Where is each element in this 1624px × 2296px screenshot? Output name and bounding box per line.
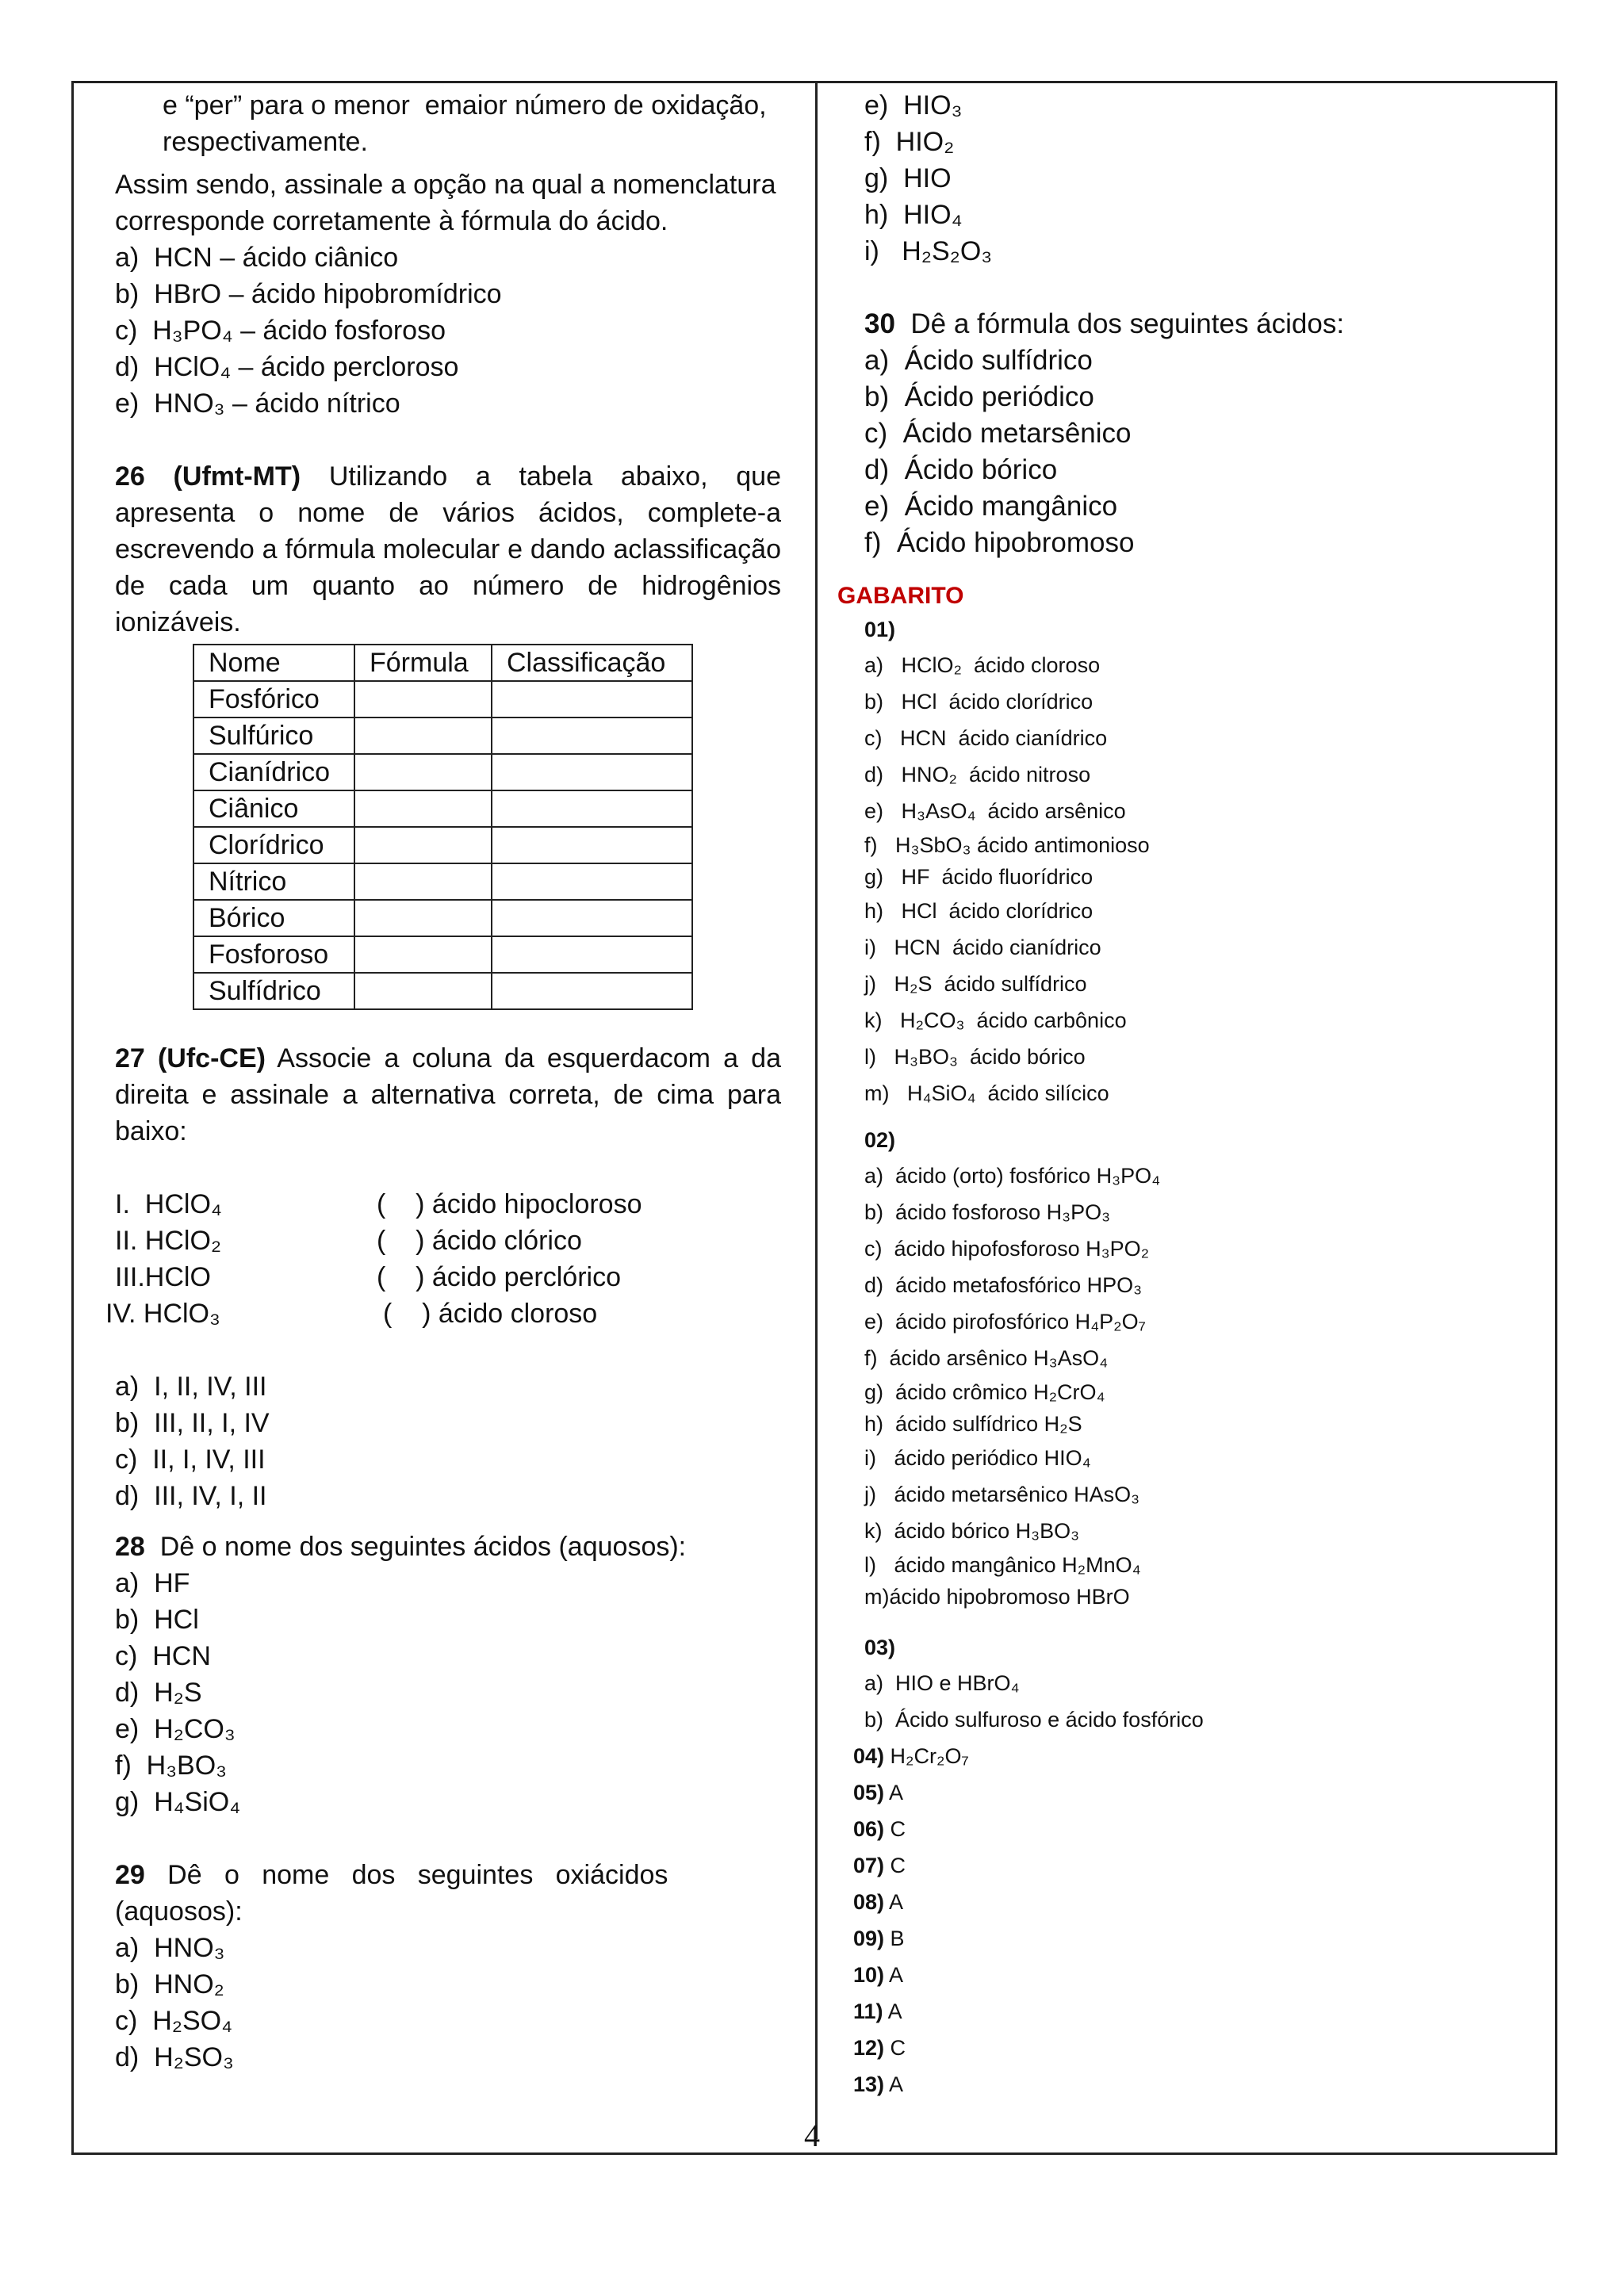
name-item: ( ) ácido clórico bbox=[377, 1226, 582, 1256]
q28-label: 28 bbox=[115, 1532, 145, 1562]
answer-item: a) ácido (orto) fosfórico H₃PO₄ bbox=[864, 1164, 1161, 1188]
answer-item: c) ácido hipofosforoso H₃PO₂ bbox=[864, 1237, 1150, 1261]
answer-item: h) HCl ácido clorídrico bbox=[864, 899, 1094, 923]
q27-options bbox=[115, 1368, 781, 1514]
answer-item: g) HF ácido fluorídrico bbox=[864, 865, 1094, 889]
answer-row: 13) A bbox=[853, 2072, 904, 2096]
answer-item: f) H₃SbO₃ ácido antimonioso bbox=[864, 833, 1150, 857]
table-row: Fosforoso bbox=[193, 936, 692, 973]
answers-03 bbox=[833, 1665, 1530, 1738]
answer-item: b) ácido fosforoso H₃PO₃ bbox=[864, 1200, 1111, 1224]
option: e) HNO₃ – ácido nítrico bbox=[115, 388, 400, 419]
answer-row: 05) A bbox=[853, 1781, 904, 1804]
q26-line: apresenta o nome de vários ácidos, complete-a bbox=[115, 498, 781, 528]
q28-stem: 28 Dê o nome dos seguintes ácidos (aquosos): bbox=[115, 1532, 687, 1562]
option: c) H₃PO₄ – ácido fosforoso bbox=[115, 316, 446, 346]
q29-line: 29 Dê o nome dos seguintes oxiácidos bbox=[115, 1860, 668, 1890]
answer-item: e) H₃AsO₄ ácido arsênico bbox=[864, 799, 1126, 823]
answer-item: e) ácido pirofosfórico H₄P₂O₇ bbox=[864, 1310, 1146, 1334]
q25-stem: corresponde corretamente à fórmula do ácido. bbox=[115, 206, 668, 236]
answer-item: g) ácido crômico H₂CrO₄ bbox=[864, 1380, 1105, 1404]
option: a) HF bbox=[115, 1568, 190, 1598]
answer-row: 06) C bbox=[853, 1817, 906, 1841]
table-header: Nome bbox=[193, 645, 354, 681]
answer-item: m) H₄SiO₄ ácido silícico bbox=[864, 1081, 1109, 1105]
option: d) H₂SO₃ bbox=[115, 2042, 234, 2072]
q29-options bbox=[115, 1930, 781, 2076]
option: c) Ácido metarsênico bbox=[864, 418, 1132, 449]
option: d) H₂S bbox=[115, 1678, 202, 1708]
option: f) H₃BO₃ bbox=[115, 1751, 228, 1781]
q26-line: ionizáveis. bbox=[115, 607, 241, 637]
answer-heading: 02) bbox=[864, 1128, 896, 1152]
option: c) HCN bbox=[115, 1641, 211, 1671]
intro-line: respectivamente. bbox=[163, 127, 368, 157]
option: e) HIO₃ bbox=[864, 90, 963, 121]
right-column bbox=[833, 87, 1530, 2103]
option: e) Ácido mangânico bbox=[864, 491, 1118, 522]
answers-numbered bbox=[833, 1738, 1530, 2103]
answer-item: i) HCN ácido cianídrico bbox=[864, 936, 1101, 959]
answer-item: f) ácido arsênico H₃AsO₄ bbox=[864, 1346, 1109, 1370]
q27-line: direita e assinale a alternativa correta, de cima para bbox=[115, 1080, 781, 1110]
q30-label: 30 bbox=[864, 308, 895, 339]
gabarito-title: GABARITO bbox=[837, 583, 964, 609]
formula-item: II. HClO₂ bbox=[115, 1226, 222, 1256]
option: b) Ácido periódico bbox=[864, 381, 1094, 412]
q27-association bbox=[105, 1186, 781, 1332]
option: d) Ácido bórico bbox=[864, 454, 1058, 485]
option: c) II, I, IV, III bbox=[115, 1445, 266, 1475]
answer-item: m)ácido hipobromoso HBrO bbox=[864, 1585, 1130, 1609]
option: b) HNO₂ bbox=[115, 1969, 224, 1999]
table-row: Sulfúrico bbox=[193, 718, 692, 754]
answer-row: 10) A bbox=[853, 1963, 904, 1987]
answer-item: h) ácido sulfídrico H₂S bbox=[864, 1412, 1082, 1436]
option: i) H₂S₂O₃ bbox=[864, 236, 993, 266]
option: b) III, II, I, IV bbox=[115, 1408, 270, 1438]
q27-line: baixo: bbox=[115, 1116, 187, 1146]
option: a) I, II, IV, III bbox=[115, 1372, 267, 1402]
answer-item: j) H₂S ácido sulfídrico bbox=[864, 972, 1087, 996]
formula-item: I. HClO₄ bbox=[115, 1189, 222, 1219]
acid-table bbox=[193, 644, 693, 1010]
q27-line: 27 (Ufc-CE) Associe a coluna da esquerdacom a da bbox=[115, 1043, 781, 1073]
formula-item: III.HClO bbox=[115, 1262, 211, 1292]
answer-item: d) ácido metafosfórico HPO₃ bbox=[864, 1273, 1143, 1297]
name-item: ( ) ácido hipocloroso bbox=[377, 1189, 642, 1219]
table-row: Sulfídrico bbox=[193, 973, 692, 1009]
name-item: ( ) ácido cloroso bbox=[383, 1299, 598, 1329]
answer-item: i) ácido periódico HIO₄ bbox=[864, 1446, 1091, 1470]
option: g) H₄SiO₄ bbox=[115, 1787, 241, 1817]
option: f) HIO₂ bbox=[864, 127, 955, 157]
q29-continued bbox=[833, 87, 1530, 270]
option: c) H₂SO₄ bbox=[115, 2006, 232, 2036]
answer-item: b) HCl ácido clorídrico bbox=[864, 690, 1094, 714]
table-row: Clorídrico bbox=[193, 827, 692, 863]
option: b) HBrO – ácido hipobromídrico bbox=[115, 279, 502, 309]
answer-item: j) ácido metarsênico HAsO₃ bbox=[864, 1483, 1140, 1506]
answer-heading: 03) bbox=[864, 1636, 896, 1659]
answer-row: 09) B bbox=[853, 1927, 905, 1950]
option: a) HCN – ácido ciânico bbox=[115, 243, 399, 273]
answer-item: l) ácido mangânico H₂MnO₄ bbox=[864, 1553, 1141, 1577]
q26-label: 26 (Ufmt-MT) bbox=[115, 461, 301, 492]
name-item: ( ) ácido perclórico bbox=[377, 1262, 621, 1292]
option: b) HCl bbox=[115, 1605, 199, 1635]
page-number: 4 bbox=[804, 2118, 820, 2153]
q29-line: (aquosos): bbox=[115, 1896, 243, 1927]
formula-item: IV. HClO₃ bbox=[105, 1299, 220, 1329]
column-divider bbox=[815, 81, 818, 2139]
answers-01 bbox=[833, 647, 1530, 1112]
answer-row: 07) C bbox=[853, 1854, 906, 1877]
intro-line: e “per” para o menor emaior número de oxidação, bbox=[163, 90, 767, 121]
option: d) HClO₄ – ácido percloroso bbox=[115, 352, 459, 382]
answer-item: l) H₃BO₃ ácido bórico bbox=[864, 1045, 1086, 1069]
option: a) HNO₃ bbox=[115, 1933, 225, 1963]
answer-item: a) HClO₂ ácido cloroso bbox=[864, 653, 1101, 677]
table-header: Classificação bbox=[492, 645, 692, 681]
table-row: Cianídrico bbox=[193, 754, 692, 790]
q26-line: 26 (Ufmt-MT) Utilizando a tabela abaixo, que bbox=[115, 461, 781, 492]
q30-options bbox=[833, 342, 1530, 561]
option: g) HIO bbox=[864, 163, 952, 193]
q27-label: 27 (Ufc-CE) bbox=[115, 1043, 266, 1073]
option: d) III, IV, I, II bbox=[115, 1481, 267, 1511]
answer-heading: 01) bbox=[864, 618, 896, 641]
answer-item: a) HIO e HBrO₄ bbox=[864, 1671, 1020, 1695]
answer-row: 08) A bbox=[853, 1890, 904, 1914]
table-header: Fórmula bbox=[354, 645, 492, 681]
table-row: Ciânico bbox=[193, 790, 692, 827]
answer-row: 04) H₂Cr₂O₇ bbox=[853, 1744, 969, 1768]
option: a) Ácido sulfídrico bbox=[864, 345, 1093, 376]
answer-item: b) Ácido sulfuroso e ácido fosfórico bbox=[864, 1708, 1204, 1732]
answer-item: k) ácido bórico H₃BO₃ bbox=[864, 1519, 1080, 1543]
option: f) Ácido hipobromoso bbox=[864, 527, 1135, 558]
q25-stem: Assim sendo, assinale a opção na qual a nomenclatura bbox=[115, 170, 776, 200]
q26-line: de cada um quanto ao número de hidrogênios bbox=[115, 571, 781, 601]
q26-line: escrevendo a fórmula molecular e dando aclassificação bbox=[115, 534, 781, 564]
left-column bbox=[105, 87, 781, 2076]
table-row: Fosfórico bbox=[193, 681, 692, 718]
q28-options bbox=[115, 1565, 781, 1820]
q30-stem: 30 Dê a fórmula dos seguintes ácidos: bbox=[864, 308, 1345, 339]
answer-item: d) HNO₂ ácido nitroso bbox=[864, 763, 1091, 786]
option: h) HIO₄ bbox=[864, 200, 963, 230]
answers-02 bbox=[833, 1158, 1530, 1613]
q29-label: 29 bbox=[115, 1860, 145, 1890]
answer-item: k) H₂CO₃ ácido carbônico bbox=[864, 1008, 1127, 1032]
answer-row: 12) C bbox=[853, 2036, 906, 2060]
answer-item: c) HCN ácido cianídrico bbox=[864, 726, 1108, 750]
table-row: Nítrico bbox=[193, 863, 692, 900]
answer-row: 11) A bbox=[853, 1999, 902, 2023]
table-row: Bórico bbox=[193, 900, 692, 936]
q25-options bbox=[115, 239, 781, 422]
option: e) H₂CO₃ bbox=[115, 1714, 236, 1744]
